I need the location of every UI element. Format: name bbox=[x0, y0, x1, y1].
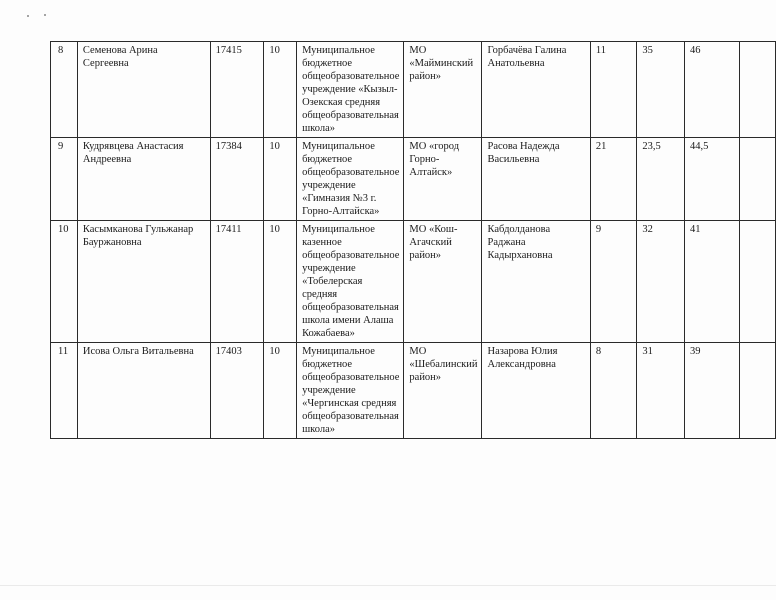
table-row bbox=[51, 42, 776, 138]
school-name: Муниципальное бюджетное общеобразовательное учреждение «Чергинская средняя общеобразовательная школа» bbox=[297, 343, 404, 439]
district: МО «Майминский район» bbox=[404, 42, 482, 138]
score-part-1: 9 bbox=[590, 221, 636, 343]
table-row bbox=[51, 138, 776, 221]
score-part-1: 21 bbox=[590, 138, 636, 221]
school-name: Муниципальное бюджетное общеобразовательное учреждение «Гимназия №3 г. Горно-Алтайска» bbox=[297, 138, 404, 221]
score-part-2: 35 bbox=[637, 42, 685, 138]
total-score: 39 bbox=[684, 343, 739, 439]
school-name: Муниципальное бюджетное общеобразовательное учреждение «Кызыл-Озекская средняя общеобразовательная школа» bbox=[297, 42, 404, 138]
results-table bbox=[50, 41, 776, 439]
participant-name: Исова Ольга Витальевна bbox=[77, 343, 210, 439]
scan-speck bbox=[27, 15, 29, 17]
empty-cell bbox=[740, 221, 776, 343]
total-score: 46 bbox=[684, 42, 739, 138]
participant-code: 17403 bbox=[210, 343, 264, 439]
total-score: 41 bbox=[684, 221, 739, 343]
teacher-name: Горбачёва Галина Анатольевна bbox=[482, 42, 590, 138]
row-number: 9 bbox=[51, 138, 78, 221]
score-part-1: 11 bbox=[590, 42, 636, 138]
teacher-name: Назарова Юлия Александровна bbox=[482, 343, 590, 439]
grade: 10 bbox=[264, 221, 297, 343]
participant-code: 17411 bbox=[210, 221, 264, 343]
row-number: 10 bbox=[51, 221, 78, 343]
total-score: 44,5 bbox=[684, 138, 739, 221]
scan-edge-line bbox=[0, 585, 776, 586]
scan-speck bbox=[44, 14, 46, 16]
table-row bbox=[51, 221, 776, 343]
grade: 10 bbox=[264, 42, 297, 138]
score-part-2: 31 bbox=[637, 343, 685, 439]
row-number: 8 bbox=[51, 42, 78, 138]
participant-name: Касымканова Гульжанар Бауржановна bbox=[77, 221, 210, 343]
school-name: Муниципальное казенное общеобразовательное учреждение «Тобелерская средняя общеобразовательная школа имени Алаша Кожабаева» bbox=[297, 221, 404, 343]
teacher-name: Расова Надежда Васильевна bbox=[482, 138, 590, 221]
district: МО «Кош-Агачский район» bbox=[404, 221, 482, 343]
participant-name: Кудрявцева Анастасия Андреевна bbox=[77, 138, 210, 221]
participant-name: Семенова Арина Сергеевна bbox=[77, 42, 210, 138]
district: МО «город Горно-Алтайск» bbox=[404, 138, 482, 221]
grade: 10 bbox=[264, 138, 297, 221]
score-part-2: 32 bbox=[637, 221, 685, 343]
participant-code: 17384 bbox=[210, 138, 264, 221]
empty-cell bbox=[740, 42, 776, 138]
empty-cell bbox=[740, 343, 776, 439]
grade: 10 bbox=[264, 343, 297, 439]
empty-cell bbox=[740, 138, 776, 221]
row-number: 11 bbox=[51, 343, 78, 439]
participant-code: 17415 bbox=[210, 42, 264, 138]
score-part-2: 23,5 bbox=[637, 138, 685, 221]
table-row bbox=[51, 343, 776, 439]
district: МО «Шебалинский район» bbox=[404, 343, 482, 439]
teacher-name: Кабдолданова Раджана Кадырхановна bbox=[482, 221, 590, 343]
score-part-1: 8 bbox=[590, 343, 636, 439]
